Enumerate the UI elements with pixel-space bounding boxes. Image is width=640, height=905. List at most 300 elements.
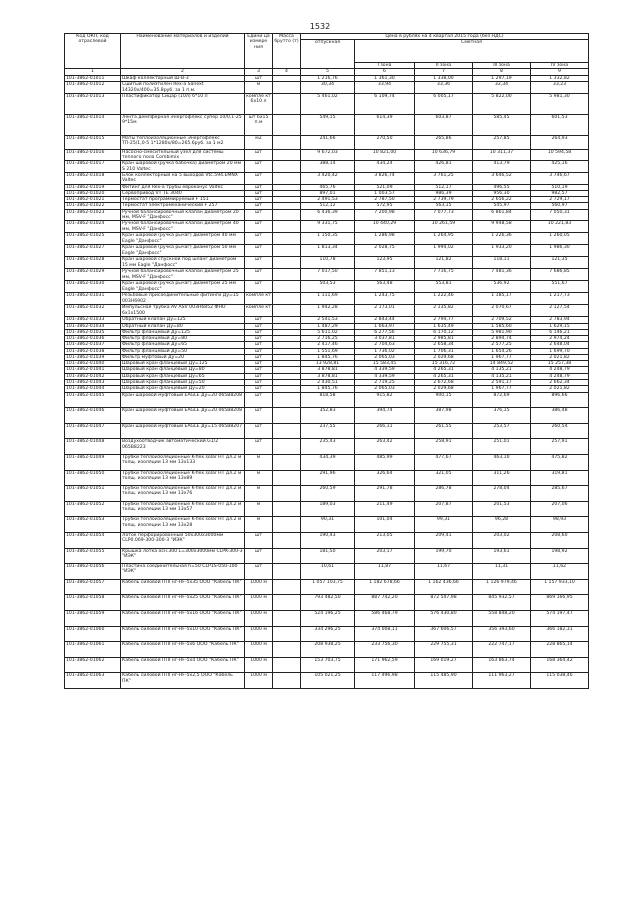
- zone-1-price: 2 704,63: [355, 342, 415, 348]
- zone-1-price: 572,95: [355, 203, 415, 209]
- zone-3-price: 536,92: [473, 281, 531, 293]
- item-unit: шт: [245, 233, 273, 245]
- item-code: 101-3862-01034: [65, 323, 121, 329]
- item-mass: [273, 564, 301, 580]
- item-name: Сервопривод VT TE 3040: [121, 190, 245, 196]
- zone-2-price: 33,36: [415, 82, 473, 94]
- item-code: 101-3862-01052: [65, 501, 121, 517]
- item-code: 101-3862-01027: [65, 245, 121, 257]
- release-price: 388,14: [301, 161, 355, 173]
- release-price: 549,15: [301, 114, 355, 135]
- zone-1-price: 1 286,98: [355, 233, 415, 245]
- item-unit: 1000 м: [245, 595, 273, 611]
- item-name: Трубки теплоизоляционные K-flex solar HT дл.2 м толщ. изоляции 13 мм 13х28: [121, 517, 245, 533]
- zone-4-price: 1 629,15: [531, 323, 589, 329]
- item-code: 101-3862-01033: [65, 317, 121, 323]
- zone-4-price: 6 146,21: [531, 329, 589, 335]
- item-unit: шт: [245, 329, 273, 335]
- release-price: 512,12: [301, 203, 355, 209]
- header-unit: Едини ца измере ния: [245, 34, 273, 69]
- item-name: Кабель силовой ППГнг-HF-5х10 ООО "Кабель ПК": [121, 626, 245, 642]
- item-code: 101-3862-01056: [65, 564, 121, 580]
- item-unit: шт: [245, 532, 273, 548]
- item-name: Трубки теплоизоляционные K-flex solar HT дл.2 м толщ. изоляции 13 мм 13х89: [121, 470, 245, 486]
- release-price: 2 491,53: [301, 197, 355, 203]
- zone-3-price: 311,26: [473, 470, 531, 486]
- item-unit: шт 6х15 п.м: [245, 114, 273, 135]
- item-mass: [273, 657, 301, 673]
- zone-4-price: 98,93: [531, 517, 589, 533]
- item-name: Кран шаровой (ручка рычаг) диаметром 40 мм Eagle "Данфосс": [121, 233, 245, 245]
- item-code: 101-3862-01035: [65, 329, 121, 335]
- zone-3-price: 5 822,00: [473, 93, 531, 114]
- zone-1-price: 2 028,75: [355, 245, 415, 257]
- release-price: 9 672,03: [301, 149, 355, 161]
- zone-1-price: 1 243,75: [355, 293, 415, 305]
- zone-2-price: 512,17: [415, 184, 473, 190]
- item-mass: [273, 673, 301, 689]
- zone-2-price: 2 794,77: [415, 317, 473, 323]
- zone-2-price: 229 755,31: [415, 642, 473, 658]
- table-row: [65, 336, 589, 342]
- zone-2-price: 207,87: [415, 501, 473, 517]
- item-name: Шаровый кран фланцевый Ду=65: [121, 373, 245, 379]
- item-code: 101-3862-01063: [65, 673, 121, 689]
- page-number: 1532: [309, 22, 331, 31]
- zone-1-price: 171 962,59: [355, 657, 415, 673]
- zone-2-price: 99,31: [415, 517, 473, 533]
- zone-4-price: 896,66: [531, 392, 589, 408]
- zone-1-price: 374 008,11: [355, 626, 415, 642]
- zone-3-price: 4 135,21: [473, 367, 531, 373]
- zone-3-price: 32,34: [473, 82, 531, 94]
- zone-4-price: 2 127,54: [531, 305, 589, 317]
- item-mass: [273, 172, 301, 184]
- column-index: 1: [65, 69, 121, 76]
- release-price: 190,43: [301, 532, 355, 548]
- zone-4-price: 386,48: [531, 408, 589, 424]
- item-unit: м2: [245, 135, 273, 149]
- item-mass: [273, 82, 301, 94]
- zone-1-price: 203,17: [355, 548, 415, 564]
- table-row: [65, 293, 589, 305]
- zone-2-price: 199,70: [415, 548, 473, 564]
- zone-2-price: 603,87: [415, 114, 473, 135]
- header-name: Наименование материалов и изделий: [121, 34, 245, 69]
- zone-2-price: 15 316,72: [415, 361, 473, 367]
- item-name: Маты теплоизоляционные Энергофлекс ТП-25/1,0-5 1*1280х/80=265.6руб. за 1 м2: [121, 135, 245, 149]
- item-unit: шт: [245, 203, 273, 209]
- item-code: 101-3862-01051: [65, 486, 121, 502]
- zone-1-price: 2 065,03: [355, 354, 415, 360]
- zone-4-price: 1 332,82: [531, 76, 589, 82]
- table-row: [65, 532, 589, 548]
- zone-3-price: 193,61: [473, 548, 531, 564]
- column-index: 3: [245, 69, 273, 76]
- item-code: 101-3862-01017: [65, 161, 121, 173]
- zone-3-price: 7 481,36: [473, 269, 531, 281]
- item-unit: шт: [245, 380, 273, 386]
- item-mass: [273, 93, 301, 114]
- zone-3-price: 1 933,20: [473, 245, 531, 257]
- item-unit: шт: [245, 342, 273, 348]
- item-mass: [273, 408, 301, 424]
- zone-4-price: 10 221,83: [531, 221, 589, 233]
- item-code: 101-3862-01058: [65, 595, 121, 611]
- zone-3-price: 1 585,60: [473, 323, 531, 329]
- zone-1-price: 1 003,57: [355, 190, 415, 196]
- zone-4-price: 1 217,73: [531, 293, 589, 305]
- item-unit: шт: [245, 548, 273, 564]
- release-price: 260,59: [301, 486, 355, 502]
- item-code: 101-3862-01013: [65, 93, 121, 114]
- item-code: 101-3862-01031: [65, 293, 121, 305]
- header-release-price: отпускная: [301, 40, 355, 69]
- item-code: 101-3862-01014: [65, 114, 121, 135]
- table-row: [65, 579, 589, 595]
- zone-4-price: 33,23: [531, 82, 589, 94]
- zone-2-price: 7 716,75: [415, 269, 473, 281]
- item-code: 101-3862-01047: [65, 423, 121, 439]
- item-unit: м: [245, 517, 273, 533]
- zone-4-price: 168 364,42: [531, 657, 589, 673]
- release-price: 189,03: [301, 501, 355, 517]
- item-code: 101-3862-01020: [65, 190, 121, 196]
- zone-4-price: 982,57: [531, 190, 589, 196]
- release-price: 2 430,51: [301, 380, 355, 386]
- zone-2-price: 10 636,79: [415, 149, 473, 161]
- zone-1-price: 4 339,59: [355, 373, 415, 379]
- zone-1-price: 1 361,30: [355, 76, 415, 82]
- zone-3-price: 585,45: [473, 114, 531, 135]
- release-price: 1 216,76: [301, 76, 355, 82]
- column-index: 9: [531, 69, 589, 76]
- zone-3-price: 257,85: [473, 135, 531, 149]
- item-unit: шт: [245, 190, 273, 196]
- zone-3-price: 872,69: [473, 392, 531, 408]
- item-mass: [273, 626, 301, 642]
- zone-4-price: 2 662,34: [531, 380, 589, 386]
- column-index: 2: [121, 69, 245, 76]
- item-mass: [273, 281, 301, 293]
- table-row: [65, 595, 589, 611]
- table-row: [65, 233, 589, 245]
- release-price: 13 928,81: [301, 361, 355, 367]
- zone-2-price: 286,78: [415, 486, 473, 502]
- zone-2-price: 4 265,31: [415, 367, 473, 373]
- zone-2-price: 1 635,49: [415, 323, 473, 329]
- header-zone-4: IV зона: [531, 62, 589, 68]
- zone-1-price: 3 826,74: [355, 172, 415, 184]
- item-code: 101-3862-01043: [65, 380, 121, 386]
- zone-1-price: 270,50: [355, 135, 415, 149]
- item-mass: [273, 532, 301, 548]
- zone-2-price: 1 162 436,66: [415, 579, 473, 595]
- zone-4-price: 551,67: [531, 281, 589, 293]
- release-price: 1 111,69: [301, 293, 355, 305]
- item-unit: 1000 м: [245, 610, 273, 626]
- release-price: 2 541,53: [301, 317, 355, 323]
- item-code: 101-3862-01030: [65, 281, 121, 293]
- zone-3-price: 845 932,57: [473, 595, 531, 611]
- item-name: Кран шаровой муфтовый EAGLE Ду=15 065В8207: [121, 423, 245, 439]
- zone-3-price: 10 311,37: [473, 149, 531, 161]
- item-name: Кран шаровой муфтовый EAGLE Ду=20 065В8208: [121, 392, 245, 408]
- zone-2-price: 3 761,25: [415, 172, 473, 184]
- item-name: Пластина соединительная h=50 CLP1S-050-100 "ИЭК": [121, 564, 245, 580]
- table-row: [65, 342, 589, 348]
- zone-3-price: 222 747,17: [473, 642, 531, 658]
- item-unit: шт: [245, 317, 273, 323]
- item-code: 101-3862-01011: [65, 76, 121, 82]
- item-mass: [273, 293, 301, 305]
- table-row: [65, 323, 589, 329]
- header-estimate-price: Сметная: [355, 40, 589, 62]
- table-row: [65, 354, 589, 360]
- zone-4-price: 574 197,47: [531, 610, 589, 626]
- item-mass: [273, 114, 301, 135]
- zone-2-price: 563,15: [415, 203, 473, 209]
- zone-4-price: 3 746,67: [531, 172, 589, 184]
- zone-1-price: 586 468,79: [355, 610, 415, 626]
- table-row: [65, 184, 589, 190]
- column-index: 7: [415, 69, 473, 76]
- zone-2-price: 872 547,98: [415, 595, 473, 611]
- item-unit: шт: [245, 354, 273, 360]
- zone-4-price: 601,53: [531, 114, 589, 135]
- item-code: 101-3862-01053: [65, 517, 121, 533]
- item-name: Насосно-смесительный узел для системы теплого пола Combimix: [121, 149, 245, 161]
- zone-1-price: 1 663,97: [355, 323, 415, 329]
- table-row: [65, 517, 589, 533]
- release-price: 1 845,76: [301, 354, 355, 360]
- item-code: 101-3862-01039: [65, 354, 121, 360]
- item-unit: шт: [245, 161, 273, 173]
- zone-1-price: 614,39: [355, 114, 415, 135]
- item-unit: шт: [245, 361, 273, 367]
- zone-1-price: 2 843,44: [355, 317, 415, 323]
- item-mass: [273, 135, 301, 149]
- zone-1-price: 563,48: [355, 281, 415, 293]
- zone-1-price: 915,82: [355, 392, 415, 408]
- item-code: 101-3862-01022: [65, 203, 121, 209]
- item-unit: шт: [245, 336, 273, 342]
- zone-1-price: 2 787,50: [355, 197, 415, 203]
- item-code: 101-3862-01019: [65, 184, 121, 190]
- table-row: [65, 281, 589, 293]
- zone-2-price: 1 264,95: [415, 233, 473, 245]
- item-name: Трубки теплоизоляционные K-flex solar HT дл.2 м толщ. изоляции 13 мм 13х133: [121, 454, 245, 470]
- release-price: 1 487,29: [301, 323, 355, 329]
- item-name: Трубки теплоизоляционные K-flex solar HT дл.2 м толщ. изоляции 13 мм 13х76: [121, 486, 245, 502]
- table-row: [65, 423, 589, 439]
- table-row: [65, 657, 589, 673]
- zone-4-price: 228 865,14: [531, 642, 589, 658]
- zone-1-price: 394,74: [355, 408, 415, 424]
- zone-2-price: 986,39: [415, 190, 473, 196]
- zone-3-price: 203,02: [473, 532, 531, 548]
- item-unit: шт: [245, 76, 273, 82]
- zone-3-price: 956,30: [473, 190, 531, 196]
- item-unit: шт: [245, 386, 273, 392]
- item-unit: м: [245, 486, 273, 502]
- item-name: Блок коллекторный на 5 выходов Vtc.594.EMNX Valtec: [121, 172, 245, 184]
- zone-3-price: 2 709,52: [473, 317, 531, 323]
- item-name: Ручной балансировочный клапан диаметром 20 мм, MSV-F "Данфосс": [121, 209, 245, 221]
- release-price: 3 420,42: [301, 172, 355, 184]
- item-code: 101-3862-01016: [65, 149, 121, 161]
- zone-3-price: 1 967,77: [473, 386, 531, 392]
- item-unit: шт: [245, 269, 273, 281]
- zone-2-price: 2 135,82: [415, 305, 473, 317]
- table-row: [65, 386, 589, 392]
- item-code: 101-3862-01050: [65, 470, 121, 486]
- table-row: [65, 269, 589, 281]
- item-mass: [273, 269, 301, 281]
- item-name: Кабель силовой ППГнг-HF-5х35 ООО "Кабель ПК": [121, 579, 245, 595]
- release-price: 1 813,34: [301, 245, 355, 257]
- zone-2-price: 2 985,81: [415, 336, 473, 342]
- item-code: 101-3862-01048: [65, 439, 121, 455]
- table-row: [65, 361, 589, 367]
- zone-1-price: 10 440,29: [355, 221, 415, 233]
- zone-4-price: 264,93: [531, 135, 589, 149]
- item-unit: шт: [245, 564, 273, 580]
- zone-3-price: 3 646,52: [473, 172, 531, 184]
- zone-3-price: 251,01: [473, 439, 531, 455]
- item-name: Лента демпферная Энергофлекс супер 10/0,1-25 9*15м: [121, 114, 245, 135]
- release-price: 1 942,28: [301, 305, 355, 317]
- table-row: [65, 209, 589, 221]
- zone-1-price: 213,05: [355, 532, 415, 548]
- zone-4-price: 1 986,30: [531, 245, 589, 257]
- zone-1-price: 123,95: [355, 257, 415, 269]
- zone-2-price: 2 029,68: [415, 354, 473, 360]
- zone-2-price: 11,67: [415, 564, 473, 580]
- zone-1-price: 2 065,03: [355, 386, 415, 392]
- release-price: 291,96: [301, 470, 355, 486]
- zone-4-price: 257,91: [531, 439, 589, 455]
- zone-3-price: 118,11: [473, 257, 531, 269]
- item-name: Обратный клапан Ду=125: [121, 317, 245, 323]
- zone-2-price: 387,98: [415, 408, 473, 424]
- zone-1-price: 117 496,98: [355, 673, 415, 689]
- zone-1-price: 291,78: [355, 486, 415, 502]
- table-row: [65, 673, 589, 689]
- zone-4-price: 319,81: [531, 470, 589, 486]
- header-mass: Масса брутто (т): [273, 34, 301, 69]
- item-mass: [273, 392, 301, 408]
- zone-1-price: 326,64: [355, 470, 415, 486]
- table-row: [65, 626, 589, 642]
- table-row: [65, 564, 589, 580]
- item-code: 101-3862-01049: [65, 454, 121, 470]
- zone-1-price: 263,42: [355, 439, 415, 455]
- header-price-title: Цена в рублях на 4 квартал 2015 года (без НДС): [301, 34, 589, 40]
- column-index: 6: [355, 69, 415, 76]
- item-unit: м: [245, 82, 273, 94]
- zone-3-price: 11,31: [473, 564, 531, 580]
- zone-1-price: 15 583,45: [355, 361, 415, 367]
- zone-3-price: 253,57: [473, 423, 531, 439]
- table-row: [65, 161, 589, 173]
- zone-3-price: 6 861,84: [473, 209, 531, 221]
- item-unit: шт: [245, 172, 273, 184]
- release-price: 3 878,81: [301, 373, 355, 379]
- item-name: Шкаф коллекторный Ш-В-3: [121, 76, 245, 82]
- item-code: 101-3862-01029: [65, 269, 121, 281]
- zone-3-price: 1 967,77: [473, 354, 531, 360]
- table-row: [65, 454, 589, 470]
- zone-2-price: 6 170,12: [415, 329, 473, 335]
- zone-2-price: 2 739,79: [415, 197, 473, 203]
- zone-1-price: 3 037,81: [355, 336, 415, 342]
- zone-4-price: 4 248,79: [531, 367, 589, 373]
- item-mass: [273, 305, 301, 317]
- item-name: Кран шаровой спускной под шланг диаметром 15 мм Eagle "Данфосс": [121, 257, 245, 269]
- zone-1-price: 211,49: [355, 501, 415, 517]
- zone-1-price: 521,09: [355, 184, 415, 190]
- release-price: 334 296,25: [301, 626, 355, 642]
- item-name: Кабель силовой ППГнг-HF-5х6 ООО "Кабель ПК": [121, 642, 245, 658]
- zone-4-price: 11,62: [531, 564, 589, 580]
- table-row: [65, 548, 589, 564]
- item-code: 101-3862-01045: [65, 392, 121, 408]
- release-price: 818,58: [301, 392, 355, 408]
- item-name: Термостат программируемый F 151: [121, 197, 245, 203]
- table-row: [65, 501, 589, 517]
- zone-4-price: 510,19: [531, 184, 589, 190]
- zone-2-price: 477,67: [415, 454, 473, 470]
- release-price: 2 716,25: [301, 336, 355, 342]
- item-mass: [273, 423, 301, 439]
- release-price: 2 417,46: [301, 342, 355, 348]
- zone-2-price: 2 672,68: [415, 380, 473, 386]
- item-mass: [273, 161, 301, 173]
- item-name: Кабель силовой ППГнг-HF-5х16 ООО "Кабель ПК": [121, 610, 245, 626]
- item-unit: 1000 м: [245, 579, 273, 595]
- zone-3-price: 2 070,67: [473, 305, 531, 317]
- zone-3-price: 1 126 979,46: [473, 579, 531, 595]
- item-unit: компле кт: [245, 293, 273, 305]
- item-code: 101-3862-01021: [65, 197, 121, 203]
- zone-3-price: 4 135,21: [473, 373, 531, 379]
- zone-4-price: 366 182,31: [531, 626, 589, 642]
- item-unit: шт: [245, 408, 273, 424]
- item-name: Шаровый кран фланцевый Ду=80: [121, 367, 245, 373]
- zone-2-price: 4 265,31: [415, 373, 473, 379]
- price-table: [64, 33, 589, 689]
- item-code: 101-3862-01059: [65, 610, 121, 626]
- zone-3-price: 278,04: [473, 486, 531, 502]
- zone-4-price: 207,06: [531, 501, 589, 517]
- table-row: [65, 257, 589, 269]
- item-code: 101-3862-01057: [65, 579, 121, 595]
- item-name: Фильтр фланцевый Ду=65: [121, 342, 245, 348]
- item-name: Фитинг для Rex-a трубы евроконус Valtec: [121, 184, 245, 190]
- zone-1-price: 11,87: [355, 564, 415, 580]
- zone-2-price: 115 485,90: [415, 673, 473, 689]
- item-mass: [273, 501, 301, 517]
- release-price: 352,83: [301, 408, 355, 424]
- item-name: Обратный клапан Ду=80: [121, 323, 245, 329]
- item-mass: [273, 149, 301, 161]
- release-price: 110,78: [301, 257, 355, 269]
- zone-4-price: 1 157 933,10: [531, 579, 589, 595]
- zone-3-price: 545,97: [473, 203, 531, 209]
- zone-4-price: 4 248,79: [531, 373, 589, 379]
- item-code: 101-3862-01028: [65, 257, 121, 269]
